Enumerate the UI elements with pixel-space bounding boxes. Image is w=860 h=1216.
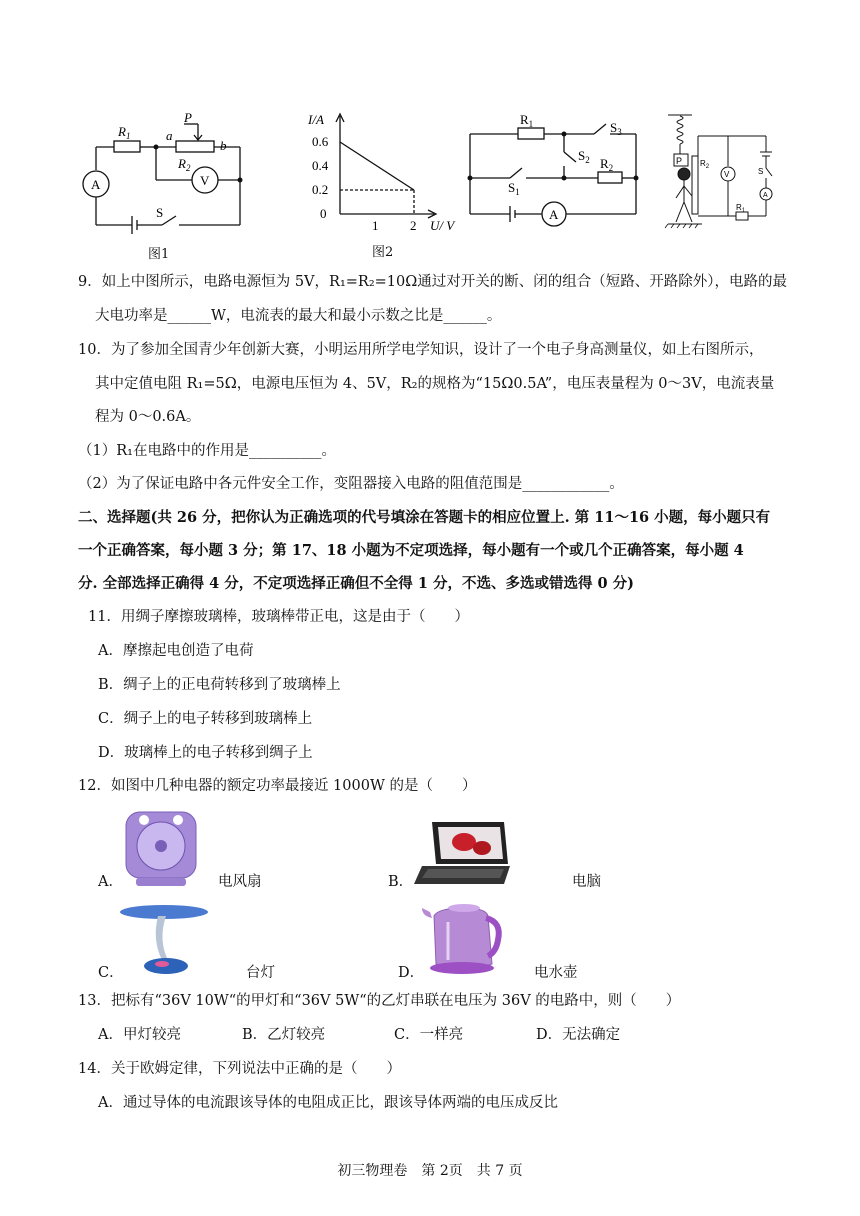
height-meter-figure (662, 112, 780, 234)
electric-kettle-image (420, 894, 504, 978)
y-tick-0.6: 0.6 (312, 134, 329, 149)
y-axis-label: I/A (308, 112, 324, 127)
svg-text:R2 (600, 156, 613, 173)
r2-label: R (600, 156, 609, 171)
r2-sub: 2 (608, 163, 614, 173)
q10-line-2: 其中定值电阻 R₁=5Ω，电源电压恒为 4、5V，R₂的规格为“15Ω0.5A”，电压表量程为 0～3V，电流表量 (95, 376, 775, 392)
section2-line-3: 分. 全部选择正确得 4 分，不定项选择正确但不全得 1 分，不选、多选或错选得 0 分) (78, 575, 635, 592)
switch-label: S (758, 167, 764, 176)
q13-option-d: D．无法确定 (536, 1027, 621, 1043)
ammeter-symbol: A (549, 207, 559, 222)
r2-sub: 2 (705, 164, 710, 170)
laptop-image (412, 818, 516, 888)
r1-sub: 1 (125, 131, 131, 141)
ammeter-symbol: A (763, 192, 768, 199)
q13-option-b: B．乙灯较亮 (242, 1027, 326, 1043)
svg-text:S1 (508, 180, 520, 197)
svg-text:R1 (520, 112, 533, 129)
circuit-figure-1 (72, 110, 252, 250)
q11-option-a: A．摩擦起电创造了电荷 (98, 643, 254, 659)
svg-text:R2 (177, 156, 191, 173)
desk-lamp-image (118, 902, 210, 976)
q11-stem: 11．用绸子摩擦玻璃棒，玻璃棒带正电，这是由于（ ） (88, 609, 469, 625)
p-label: P (676, 156, 683, 166)
p-label: P (184, 110, 192, 125)
a-label: a (166, 128, 173, 143)
b-label: b (220, 138, 227, 153)
r1-label: R (118, 124, 126, 139)
q12-stem: 12．如图中几种电器的额定功率最接近 1000W 的是（ ） (78, 778, 477, 794)
q10-line-3: 程为 0～0.6A。 (95, 409, 201, 425)
figure-1-caption: 图1 (148, 247, 170, 262)
section2-line-2: 一个正确答案，每小题 3 分；第 17、18 小题为不定项选择，每小题有一个或几个正确答案，每小题 4 (78, 542, 744, 559)
q13-stem: 13．把标有“36V 10W“的甲灯和“36V 5W“的乙灯串联在电压为 36V 的电路中，则（ ） (78, 993, 681, 1009)
r1-label: R (736, 203, 742, 212)
q11-option-b: B．绸子上的正电荷转移到了玻璃棒上 (98, 677, 341, 693)
q12-option-a-text: 电风扇 (218, 874, 262, 890)
q12-option-c-text: 台灯 (246, 965, 275, 981)
x-tick-1: 1 (372, 218, 379, 233)
circuit-figure-3 (462, 110, 652, 235)
x-tick-2: 2 (410, 218, 417, 233)
q9-line-2: 大电功率是______W，电流表的最大和最小示数之比是______。 (95, 308, 502, 324)
s2-sub: 2 (585, 155, 590, 165)
y-tick-0.4: 0.4 (312, 158, 329, 173)
x-axis-label: U/ V (430, 218, 455, 233)
q10-sub-1: （1）R₁在电路中的作用是__________。 (78, 443, 336, 459)
q12-option-b-label: B． (388, 874, 414, 890)
s3-sub: 3 (617, 127, 622, 137)
figure-2-caption: 图2 (372, 245, 394, 260)
s2-label: S (578, 148, 586, 163)
graph-figure-2 (302, 106, 472, 241)
page-footer: 初三物理卷 第 2页 共 7 页 (337, 1163, 523, 1179)
q12-option-c-label: C． (98, 965, 124, 981)
q10-line-1: 10．为了参加全国青少年创新大赛，小明运用所学电学知识，设计了一个电子身高测量仪，如上右图所示， (78, 342, 764, 358)
q11-option-c: C．绸子上的电子转移到玻璃棒上 (98, 711, 313, 727)
r1-sub: 1 (528, 119, 534, 129)
s1-label: S (508, 180, 516, 195)
origin-label: 0 (320, 206, 327, 221)
section2-line-1: 二、选择题(共 26 分，把你认为正确选项的代号填涂在答题卡的相应位置上. 第 11～16 小题，每小题只有 (78, 509, 771, 526)
r2-sub: 2 (185, 163, 191, 173)
svg-text:S2 (578, 148, 590, 165)
q14-option-a: A．通过导体的电流跟该导体的电阻成正比，跟该导体两端的电压成反比 (98, 1095, 558, 1111)
r1-label: R (520, 112, 529, 127)
r1-sub: 1 (741, 208, 746, 214)
q12-option-d-label: D． (398, 965, 425, 981)
y-tick-0.2: 0.2 (312, 182, 329, 197)
electric-fan-image (118, 806, 204, 888)
q14-stem: 14．关于欧姆定律，下列说法中正确的是（ ） (78, 1061, 401, 1077)
q10-sub-2: （2）为了保证电路中各元件安全工作，变阻器接入电路的阻值范围是____________。 (78, 476, 624, 492)
s1-sub: 1 (515, 187, 520, 197)
q11-option-d: D．玻璃棒上的电子转移到绸子上 (98, 745, 313, 761)
q13-option-a: A．甲灯较亮 (98, 1027, 181, 1043)
svg-text:R2 (700, 159, 710, 170)
voltmeter-symbol: V (200, 173, 210, 188)
switch-label: S (156, 205, 164, 220)
q12-option-a-label: A． (98, 874, 123, 890)
svg-text:R1 (117, 124, 130, 141)
s3-label: S (610, 120, 618, 135)
voltmeter-symbol: V (724, 170, 730, 179)
q12-option-d-text: 电水壶 (534, 965, 578, 981)
svg-text:S3 (610, 120, 622, 137)
r2-label: R (178, 156, 186, 171)
ammeter-symbol: A (91, 177, 101, 192)
q12-option-b-text: 电脑 (572, 874, 601, 890)
q13-option-c: C．一样亮 (394, 1027, 464, 1043)
r2-label: R (700, 159, 706, 168)
q9-line-1: 9．如上中图所示，电路电源恒为 5V，R₁=R₂=10Ω通过对开关的断、闭的组合（短路、开路除外），电路的最 (78, 274, 788, 290)
